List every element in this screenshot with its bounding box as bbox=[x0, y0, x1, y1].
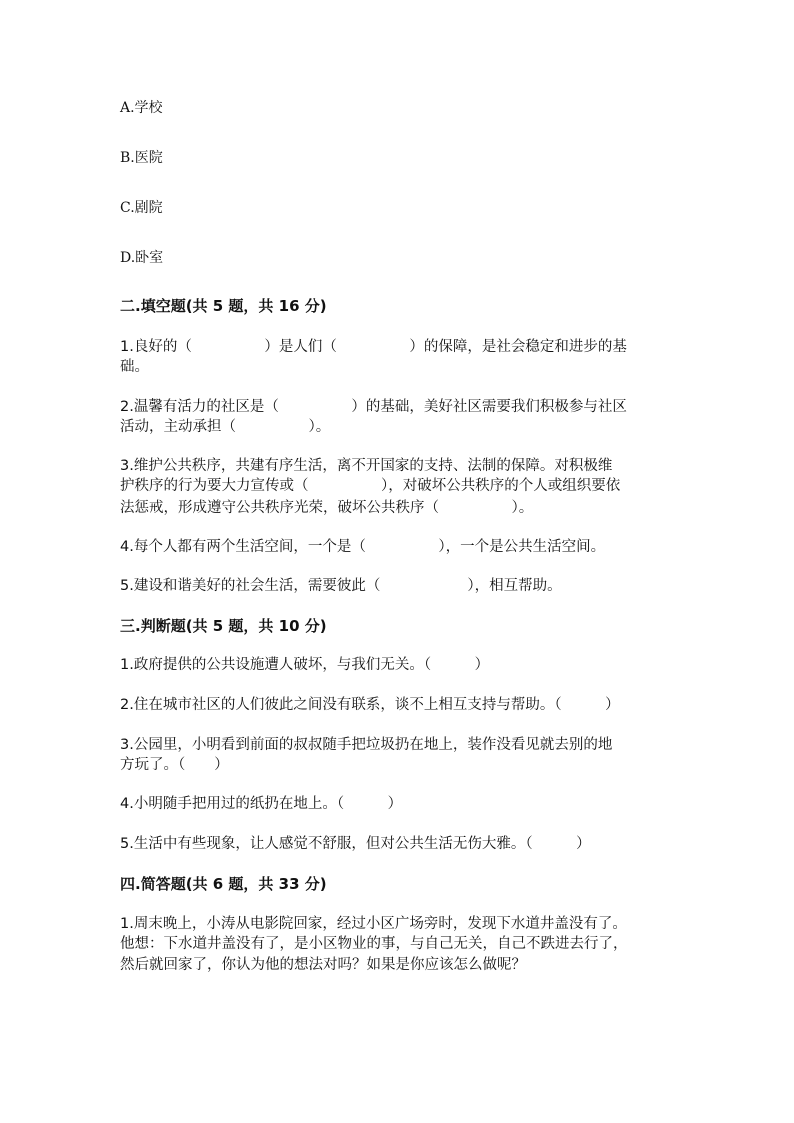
option-c: C.剧院 bbox=[120, 200, 163, 216]
option-b: B.医院 bbox=[120, 150, 163, 166]
fill-blank-question-2-line-1: 2.温馨有活力的社区是（ ）的基础，美好社区需要我们积极参与社区 bbox=[120, 399, 627, 415]
section-heading-fill-blank: 二.填空题(共 5 题，共 16 分) bbox=[120, 297, 327, 315]
fill-blank-question-3-line-2: 护秩序的行为要大力宣传或（ ），对破坏公共秩序的个人或组织要依 bbox=[120, 478, 621, 494]
section-heading-short-answer: 四.简答题(共 6 题，共 33 分) bbox=[120, 875, 327, 893]
short-answer-question-1-line-1: 1.周末晚上，小涛从电影院回家，经过小区广场旁时，发现下水道井盖没有了。 bbox=[120, 916, 627, 932]
fill-blank-question-5: 5.建设和谐美好的社会生活，需要彼此（ ），相互帮助。 bbox=[120, 578, 562, 594]
true-false-question-2: 2.住在城市社区的人们彼此之间没有联系，谈不上相互支持与帮助。（ ） bbox=[120, 697, 620, 713]
fill-blank-question-2-line-2: 活动，主动承担（ ）。 bbox=[120, 419, 331, 435]
true-false-question-3-line-1: 3.公园里，小明看到前面的叔叔随手把垃圾扔在地上，装作没看见就去别的地 bbox=[120, 737, 613, 753]
fill-blank-question-4: 4.每个人都有两个生活空间，一个是（ ），一个是公共生活空间。 bbox=[120, 539, 606, 555]
short-answer-question-1-line-3: 然后就回家了，你认为他的想法对吗？如果是你应该怎么做呢？ bbox=[120, 957, 526, 973]
fill-blank-question-3-line-3: 法惩戒，形成遵守公共秩序光荣，破坏公共秩序（ ）。 bbox=[120, 500, 534, 516]
fill-blank-question-1-line-1: 1.良好的（ ）是人们（ ）的保障，是社会稳定和进步的基 bbox=[120, 339, 627, 355]
true-false-question-4: 4.小明随手把用过的纸扔在地上。（ ） bbox=[120, 796, 403, 812]
option-d: D.卧室 bbox=[120, 250, 164, 266]
section-heading-true-false: 三.判断题(共 5 题，共 10 分) bbox=[120, 617, 327, 635]
fill-blank-question-3-line-1: 3.维护公共秩序，共建有序生活，离不开国家的支持、法制的保障。对积极维 bbox=[120, 458, 613, 474]
fill-blank-question-1-line-2: 础。 bbox=[120, 359, 149, 375]
true-false-question-1: 1.政府提供的公共设施遭人破坏，与我们无关。（ ） bbox=[120, 657, 490, 673]
true-false-question-5: 5.生活中有些现象，让人感觉不舒服，但对公共生活无伤大雅。（ ） bbox=[120, 836, 591, 852]
true-false-question-3-line-2: 方玩了。（ ） bbox=[120, 757, 229, 773]
option-a: A.学校 bbox=[120, 100, 163, 116]
short-answer-question-1-line-2: 他想：下水道井盖没有了，是小区物业的事，与自己无关，自己不跌进去行了， bbox=[120, 936, 628, 952]
